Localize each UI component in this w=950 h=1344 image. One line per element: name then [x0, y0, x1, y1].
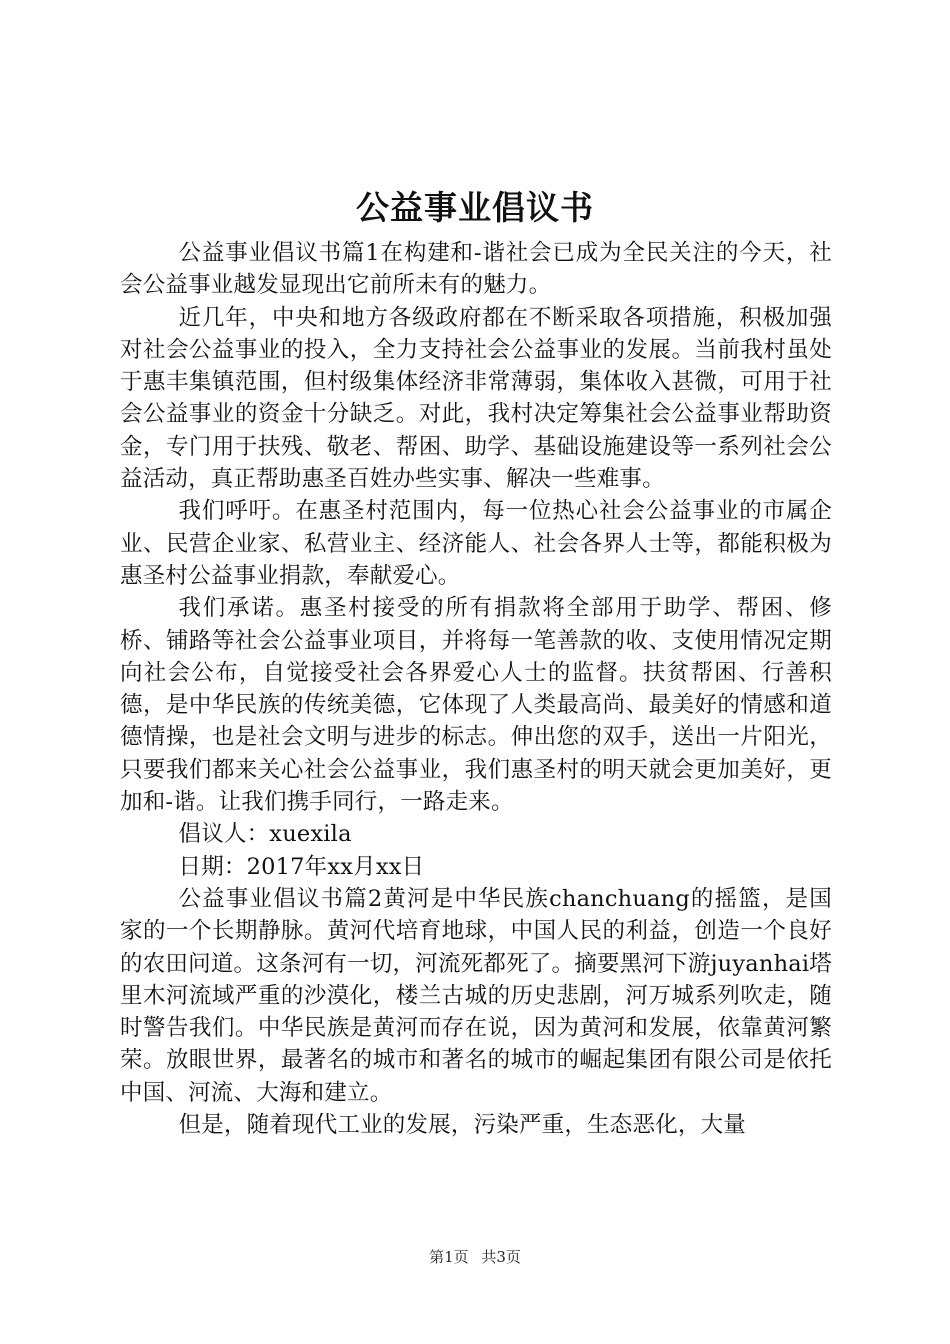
page-number: 第1页 [429, 1248, 469, 1266]
paragraph: 公益事业倡议书篇2黄河是中华民族chanchuang的摇篮，是国家的一个长期静脉。黄河代培育地球，中国人民的利益，创造一个良好的农田问道。这条河有一切，河流死都死了。摘要黑河下游juyanhai塔里木河流域严重的沙漠化，楼兰古城的历史悲剧，河万城系列吹走，随时警告我们。中华民族是黄河而存在说，因为黄河和发展，依靠黄河繁荣。放眼世界，最著名的城市和著名的城市的崛起集团有限公司是依托中国、河流、大海和建立。 [120, 885, 832, 1106]
date-line: 日期：2017年xx月xx日 [178, 853, 425, 880]
document-title: 公益事业倡议书 [356, 188, 594, 227]
document-body [120, 237, 832, 1141]
signatory-line: 倡议人：xuexila [178, 821, 352, 848]
paragraph: 公益事业倡议书篇1在构建和-谐社会已成为全民关注的今天，社会公益事业越发显现出它前所未有的魅力。 [120, 240, 832, 299]
page-total: 共3页 [481, 1248, 521, 1266]
paragraph: 近几年，中央和地方各级政府都在不断采取各项措施，积极加强对社会公益事业的投入，全力支持社会公益事业的发展。当前我村虽处于惠丰集镇范围，但村级集体经济非常薄弱，集体收入甚微，可用于社会公益事业的资金十分缺乏。对此，我村决定筹集社会公益事业帮助资金，专门用于扶残、敬老、帮困、助学、基础设施建设等一系列社会公益活动，真正帮助惠圣百姓办些实事、解决一些难事。 [120, 304, 832, 493]
page-footer [0, 1247, 950, 1267]
paragraph: 但是，随着现代工业的发展，污染严重，生态恶化，大量 [178, 1112, 747, 1139]
paragraph: 我们承诺。惠圣村接受的所有捐款将全部用于助学、帮困、修桥、铺路等社会公益事业项目，并将每一笔善款的收、支使用情况定期向社会公布，自觉接受社会各界爱心人士的监督。扶贫帮困、行善积德，是中华民族的传统美德，它体现了人类最高尚、最美好的情感和道德情操，也是社会文明与进步的标志。伸出您的双手，送出一片阳光，只要我们都来关心社会公益事业，我们惠圣村的明天就会更加美好，更加和-谐。让我们携手同行，一路走来。 [120, 595, 832, 816]
paragraph: 我们呼吁。在惠圣村范围内，每一位热心社会公益事业的市属企业、民营企业家、私营业主、经济能人、社会各界人士等，都能积极为惠圣村公益事业捐款，奉献爱心。 [120, 498, 832, 589]
